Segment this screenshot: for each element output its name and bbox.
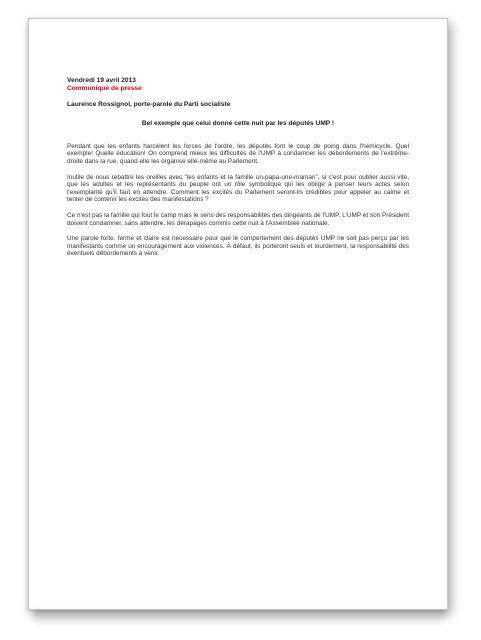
document-page <box>28 18 448 610</box>
paragraph-4: Une parole forte, ferme et claire est nécessaire pour que le comportement des députés UMP ne soit pas perçu par les manifestants comme un encouragement aux violences. À défaut, ils porteront seuls et lourdement, la responsabilité des éventuels débordements à venir. <box>67 235 409 258</box>
paragraph-1: Pendant que les enfants harcèlent les forces de l'ordre, les députés font le coup de poing dans l'hémicycle. Quel exemple! Quelle éducation! On comprend mieux les difficultés de l'UMP à condamner les débordements de l'extrême-droite dans la rue, quand elle les organise elle-même au Parlement. <box>67 142 409 165</box>
headline: Bel exemple que celui donné cette nuit par les députés UMP ! <box>141 120 335 128</box>
press-release-content <box>67 77 409 264</box>
release-date: Vendredi 19 avril 2013 <box>67 77 136 84</box>
page-shadow <box>34 610 444 628</box>
paragraph-2: Inutile de nous rebattre les oreilles avec "les enfants et la famille un-papa-une-maman", si c'est pour oublier aussi vite, que les adultes et les représentants du peuple ont un rôle symbolique qui les oblige à penser leurs actes selon l'exemplarité qu'il faut en attendre. Comment les excités du Parlement seront-ils crédibles pour appeler au calme et tenter de contenir les excités des manifestations ? <box>67 173 409 204</box>
paragraph-3: Ce n'est pas la famille qui fout le camp mais le sens des responsabilités des dirigeants de l'UMP. L'UMP et son Président doivent condamner, sans attendre, les dérapages commis cette nuit à l'Assemblée nationale. <box>67 211 409 227</box>
author-line: Laurence Rossignol, porte-parole du Parti socialiste <box>67 100 231 108</box>
release-type: Communiqué de presse <box>67 84 142 92</box>
